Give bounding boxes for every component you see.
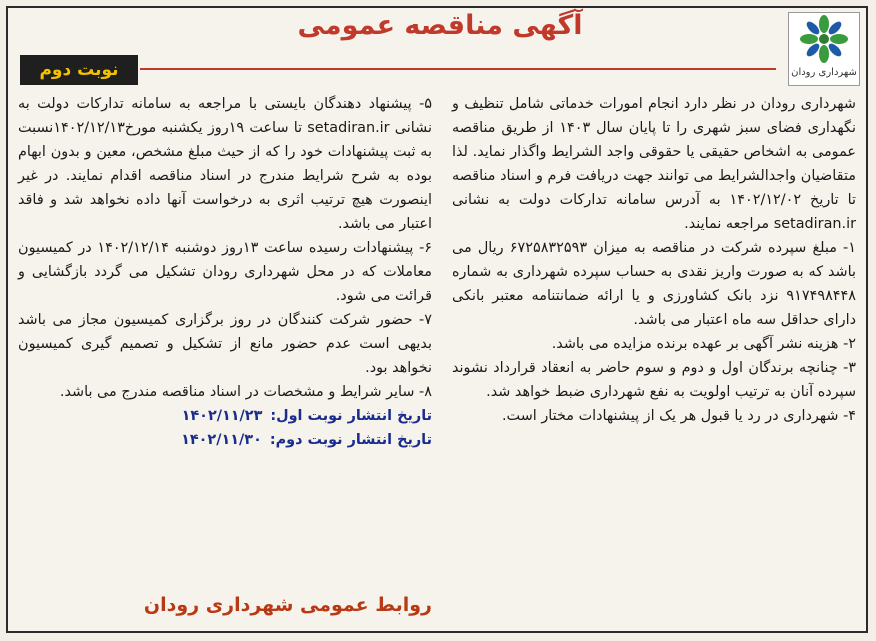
logo-label: شهرداری رودان bbox=[791, 67, 857, 78]
second-publication-date bbox=[18, 428, 432, 452]
clause-4: ۴- شهرداری در رد یا قبول هر یک از پیشنهادات مختار است. bbox=[501, 408, 856, 424]
notice-title: آگهی مناقصه عمومی bbox=[297, 10, 583, 41]
clause-8: ۸- سایر شرایط و مشخصات در اسناد مناقصه مندرج می باشد. bbox=[59, 384, 432, 400]
second-publication-label: تاریخ انتشار نوبت دوم: bbox=[269, 432, 432, 448]
clause-3: ۳- چنانچه برندگان اول و دوم و سوم حاضر به انعقاد قرارداد نشوند سپرده آنان به ترتیب اولویت به نفع شهرداری ضبط خواهد شد. bbox=[452, 360, 856, 400]
first-publication-label: تاریخ انتشار نوبت اول: bbox=[270, 408, 432, 424]
clause-5: ۵- پیشنهاد دهندگان بایستی با مراجعه به سامانه تدارکات دولت به نشانی setadiran.ir تا ساعت ۱۹روز یکشنبه مورخ۱۴۰۲/۱۲/۱۳نسبت به ثبت پیشنهادات خود را که از حیث مبلغ مشخص، معین و بدون ابهام بوده به شرح شرایط مندرج در اسناد مناقصه اقدام نمایند. در غیر اینصورت هیچ ترتیب اثری به درخواست آنها داده نخواهد شد و فاقد اعتبار می باشد. bbox=[18, 96, 432, 232]
public-relations-signature: روابط عمومی شهرداری رودان bbox=[143, 594, 432, 616]
right-column bbox=[452, 92, 856, 428]
clause-6: ۶- پیشنهادات رسیده ساعت ۱۳روز دوشنبه ۱۴۰۲/۱۲/۱۴ در کمیسیون معاملات که در محل شهرداری رودان تشکیل می گردد بازگشایی و قرائت می شود. bbox=[18, 240, 432, 304]
header-divider bbox=[140, 68, 776, 70]
clause-7: ۷- حضور شرکت کنندگان در روز برگزاری کمیسیون مجاز می باشد بدیهی است عدم حضور مانع از تشکیل و تصمیم گیری کمیسیون نخواهد بود. bbox=[18, 312, 432, 376]
first-publication-date bbox=[18, 404, 432, 428]
first-publication-value: ۱۴۰۲/۱۱/۲۳ bbox=[181, 408, 263, 424]
logo-emblem-icon bbox=[798, 13, 850, 65]
second-publication-value: ۱۴۰۲/۱۱/۳۰ bbox=[181, 432, 262, 448]
intro-paragraph: شهرداری رودان در نظر دارد انجام امورات خدماتی شامل تنظیف و نگهداری فضای سبز شهری را تا پایان سال ۱۴۰۳ از طریق مناقصه عمومی به اشخاص حقیقی یا حقوقی واجد الشرایط واگذار نماید. لذا متقاضیان واجدالشرایط می توانند جهت دریافت فرم و اسناد مناقصه تا تاریخ ۱۴۰۲/۱۲/۰۲ به آدرس سامانه تدارکات دولت به نشانی setadiran.ir مراجعه نمایند. bbox=[452, 96, 856, 232]
publication-round-badge: نوبت دوم bbox=[20, 55, 138, 85]
clause-1: ۱- مبلغ سپرده شرکت در مناقصه به میزان ۶۷۲۵۸۳۲۵۹۳ ریال می باشد که به صورت واریز نقدی به حساب سپرده شهرداری به شماره ۹۱۷۴۹۸۴۴۸ نزد بانک کشاورزی و یا ارائه ضمانتنامه معتبر بانکی دارای حداقل سه ماه اعتبار می باشد. bbox=[452, 240, 856, 328]
municipality-logo bbox=[788, 12, 860, 86]
left-column bbox=[18, 92, 432, 452]
clause-2: ۲- هزینه نشر آگهی بر عهده برنده مزایده می باشد. bbox=[551, 336, 856, 352]
